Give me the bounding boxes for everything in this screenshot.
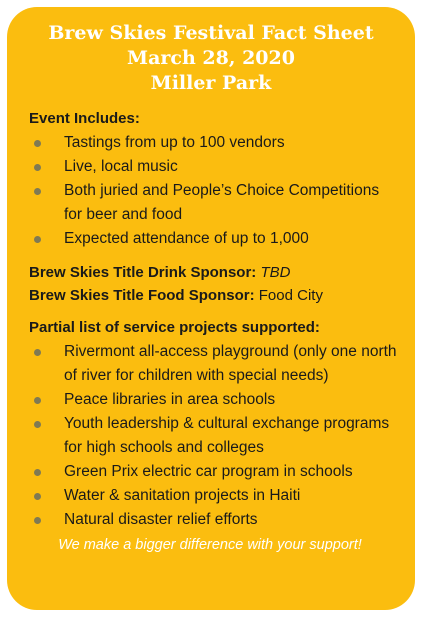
event-date: March 28, 2020: [127, 47, 295, 69]
bullet-icon: [34, 188, 41, 195]
list-item-text: Youth leadership & cultural exchange programs for high schools and colleges: [64, 415, 390, 456]
list-item: [29, 460, 401, 484]
event-heading: Event Includes:: [29, 110, 140, 127]
list-item: [29, 131, 401, 155]
drink-sponsor-line: [29, 261, 401, 284]
list-item-text: Green Prix electric car program in schools: [64, 463, 353, 480]
bullet-icon: [34, 349, 41, 356]
list-item-text: Tastings from up to 100 vendors: [64, 134, 285, 151]
sponsors-section: [29, 261, 401, 307]
list-item-text: Water & sanitation projects in Haiti: [64, 487, 301, 504]
list-item-text: Peace libraries in area schools: [64, 391, 276, 408]
food-sponsor-label: Brew Skies Title Food Sponsor:: [29, 287, 255, 304]
list-item: [29, 155, 401, 179]
list-item: [29, 412, 401, 460]
food-sponsor-line: [29, 284, 401, 307]
list-item-text: Natural disaster relief efforts: [64, 511, 258, 528]
bullet-icon: [34, 421, 41, 428]
event-section: [29, 108, 401, 251]
list-item: [29, 388, 401, 412]
list-item: [29, 340, 401, 388]
bullet-icon: [34, 397, 41, 404]
bullet-icon: [34, 493, 41, 500]
header: [21, 21, 401, 96]
list-item-text: Both juried and People’s Choice Competitions for beer and food: [64, 182, 380, 223]
projects-section: [29, 317, 401, 532]
list-item-text: Expected attendance of up to 1,000: [64, 230, 309, 247]
food-sponsor-value: Food City: [258, 287, 323, 304]
title: Brew Skies Festival Fact Sheet: [48, 22, 374, 44]
drink-sponsor-label: Brew Skies Title Drink Sponsor:: [29, 264, 257, 281]
bullet-icon: [34, 164, 41, 171]
list-item-text: Live, local music: [64, 158, 178, 175]
projects-heading: Partial list of service projects supported:: [29, 319, 320, 336]
list-item: [29, 508, 401, 532]
list-item: [29, 227, 401, 251]
fact-sheet-card: [7, 7, 415, 610]
footer-tagline: We make a bigger difference with your support!: [58, 537, 362, 553]
bullet-icon: [34, 517, 41, 524]
list-item: [29, 484, 401, 508]
bullet-icon: [34, 469, 41, 476]
bullet-icon: [34, 236, 41, 243]
projects-list: [29, 340, 401, 532]
list-item: [29, 179, 401, 227]
event-list: [29, 131, 401, 251]
drink-sponsor-value: TBD: [260, 264, 291, 281]
event-location: Miller Park: [150, 72, 272, 94]
list-item-text: Rivermont all-access playground (only one north of river for children with special needs): [64, 343, 397, 384]
bullet-icon: [34, 140, 41, 147]
